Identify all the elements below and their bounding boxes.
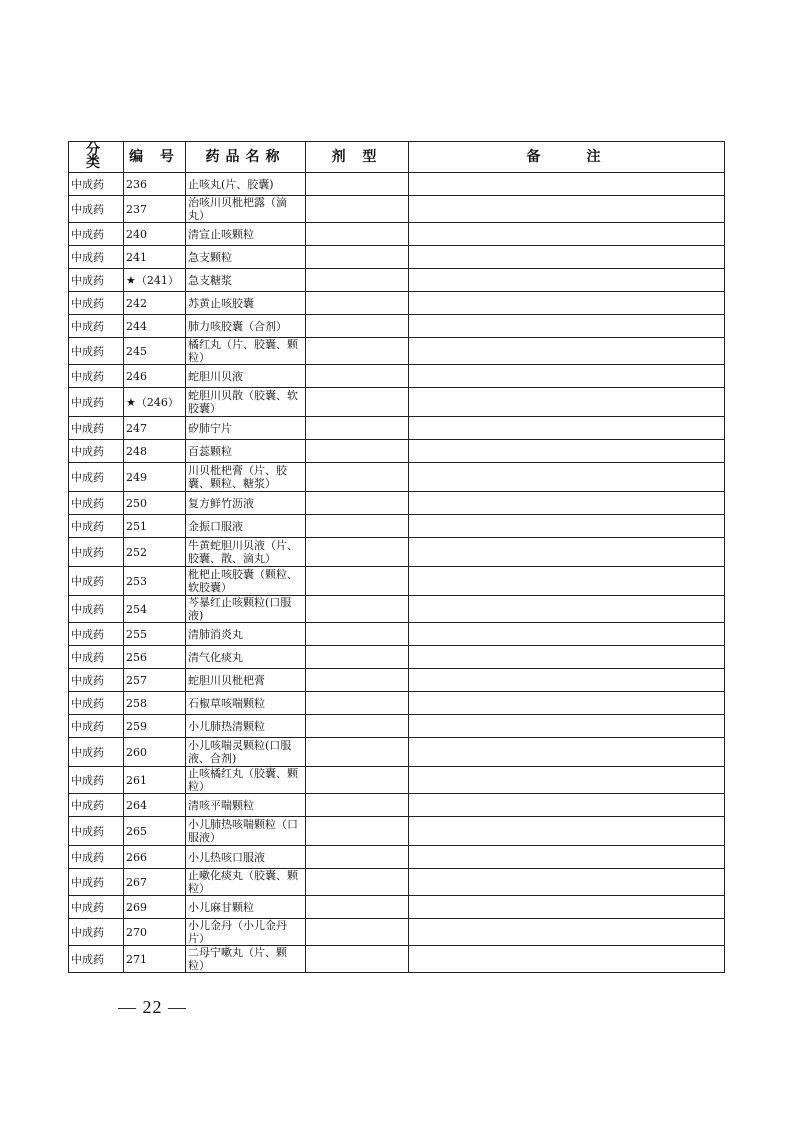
cell-category: 中成药: [69, 515, 124, 538]
cell-number: 237: [124, 196, 186, 223]
cell-name: 小儿麻甘颗粒: [186, 896, 306, 919]
table-row: [69, 173, 725, 196]
cell-number: 255: [124, 623, 186, 646]
cell-remark: [409, 946, 725, 973]
cell-form: [306, 388, 409, 417]
cell-category: 中成药: [69, 623, 124, 646]
cell-number: 251: [124, 515, 186, 538]
cell-name: 复方鲜竹沥液: [186, 492, 306, 515]
cell-name: 百蕊颗粒: [186, 440, 306, 463]
table-header-row: [69, 142, 725, 173]
cell-form: [306, 567, 409, 596]
cell-form: [306, 223, 409, 246]
cell-name: 苏黄止咳胶囊: [186, 292, 306, 315]
table-row: [69, 738, 725, 767]
cell-name: 蛇胆川贝液: [186, 365, 306, 388]
cell-number: 254: [124, 596, 186, 623]
header-drug-name: 药品名称: [186, 142, 306, 173]
cell-number: 250: [124, 492, 186, 515]
cell-category: 中成药: [69, 417, 124, 440]
cell-name: 石椒草咳喘颗粒: [186, 692, 306, 715]
cell-form: [306, 196, 409, 223]
table-row: [69, 794, 725, 817]
cell-category: 中成药: [69, 492, 124, 515]
cell-form: [306, 692, 409, 715]
cell-remark: [409, 463, 725, 492]
cell-category: 中成药: [69, 669, 124, 692]
cell-name: 清肺消炎丸: [186, 623, 306, 646]
cell-name: 枇杷止咳胶囊（颗粒、软胶囊）: [186, 567, 306, 596]
cell-remark: [409, 388, 725, 417]
cell-name: 止咳橘红丸（胶囊、颗粒）: [186, 767, 306, 794]
cell-category: 中成药: [69, 292, 124, 315]
cell-name: 橘红丸（片、胶囊、颗粒）: [186, 338, 306, 365]
cell-category: 中成药: [69, 738, 124, 767]
cell-name: 小儿肺热清颗粒: [186, 715, 306, 738]
cell-category: 中成药: [69, 817, 124, 846]
cell-number: 253: [124, 567, 186, 596]
cell-number: 252: [124, 538, 186, 567]
table-row: [69, 669, 725, 692]
table-row: [69, 846, 725, 869]
cell-category: 中成药: [69, 919, 124, 946]
cell-form: [306, 538, 409, 567]
header-dosage-form: 剂 型: [306, 142, 409, 173]
cell-name: 蛇胆川贝枇杷膏: [186, 669, 306, 692]
cell-category: 中成药: [69, 896, 124, 919]
table-row: [69, 515, 725, 538]
cell-name: 牛黄蛇胆川贝液（片、胶囊、散、滴丸）: [186, 538, 306, 567]
cell-form: [306, 919, 409, 946]
table-row: [69, 269, 725, 292]
table-row: [69, 388, 725, 417]
header-remarks: 备 注: [409, 142, 725, 173]
table-row: [69, 196, 725, 223]
cell-form: [306, 463, 409, 492]
cell-form: [306, 794, 409, 817]
cell-form: [306, 338, 409, 365]
table-row: [69, 919, 725, 946]
cell-form: [306, 646, 409, 669]
cell-form: [306, 946, 409, 973]
table-row: [69, 338, 725, 365]
cell-category: 中成药: [69, 869, 124, 896]
cell-remark: [409, 846, 725, 869]
cell-name: 小儿金丹（小儿金丹片）: [186, 919, 306, 946]
cell-category: 中成药: [69, 767, 124, 794]
table-row: [69, 463, 725, 492]
table-row: [69, 417, 725, 440]
cell-form: [306, 738, 409, 767]
cell-form: [306, 596, 409, 623]
cell-name: 矽肺宁片: [186, 417, 306, 440]
cell-number: 245: [124, 338, 186, 365]
cell-form: [306, 846, 409, 869]
cell-category: 中成药: [69, 388, 124, 417]
cell-number: 246: [124, 365, 186, 388]
cell-number: 266: [124, 846, 186, 869]
cell-name: 蛇胆川贝散（胶囊、软胶囊）: [186, 388, 306, 417]
cell-form: [306, 269, 409, 292]
cell-form: [306, 246, 409, 269]
cell-remark: [409, 919, 725, 946]
table-row: [69, 767, 725, 794]
cell-form: [306, 417, 409, 440]
cell-remark: [409, 440, 725, 463]
table-row: [69, 817, 725, 846]
cell-name: 止嗽化痰丸（胶囊、颗粒）: [186, 869, 306, 896]
cell-form: [306, 515, 409, 538]
table-row: [69, 538, 725, 567]
cell-remark: [409, 365, 725, 388]
cell-category: 中成药: [69, 946, 124, 973]
cell-number: 249: [124, 463, 186, 492]
cell-number: 257: [124, 669, 186, 692]
cell-number: 267: [124, 869, 186, 896]
cell-number: 260: [124, 738, 186, 767]
table-row: [69, 246, 725, 269]
cell-remark: [409, 817, 725, 846]
cell-category: 中成药: [69, 173, 124, 196]
cell-category: 中成药: [69, 246, 124, 269]
cell-name: 芩暴红止咳颗粒(口服液): [186, 596, 306, 623]
table-row: [69, 946, 725, 973]
table-row: [69, 492, 725, 515]
cell-category: 中成药: [69, 692, 124, 715]
cell-remark: [409, 869, 725, 896]
cell-remark: [409, 567, 725, 596]
cell-number: 247: [124, 417, 186, 440]
cell-number: 236: [124, 173, 186, 196]
cell-remark: [409, 292, 725, 315]
cell-name: 二母宁嗽丸（片、颗粒）: [186, 946, 306, 973]
cell-form: [306, 623, 409, 646]
cell-remark: [409, 596, 725, 623]
cell-category: 中成药: [69, 196, 124, 223]
cell-number: 242: [124, 292, 186, 315]
table-row: [69, 567, 725, 596]
table-row: [69, 896, 725, 919]
cell-remark: [409, 492, 725, 515]
cell-form: [306, 440, 409, 463]
cell-category: 中成药: [69, 269, 124, 292]
cell-remark: [409, 767, 725, 794]
cell-name: 急支糖浆: [186, 269, 306, 292]
table-row: [69, 315, 725, 338]
cell-remark: [409, 538, 725, 567]
cell-name: 小儿热咳口服液: [186, 846, 306, 869]
table-row: [69, 223, 725, 246]
cell-form: [306, 817, 409, 846]
cell-number: 244: [124, 315, 186, 338]
cell-remark: [409, 196, 725, 223]
cell-remark: [409, 417, 725, 440]
cell-form: [306, 365, 409, 388]
table-body: [69, 173, 725, 973]
drug-table: [68, 141, 725, 973]
cell-number: 248: [124, 440, 186, 463]
cell-form: [306, 767, 409, 794]
cell-name: 清宣止咳颗粒: [186, 223, 306, 246]
cell-remark: [409, 896, 725, 919]
cell-remark: [409, 692, 725, 715]
table-row: [69, 869, 725, 896]
cell-form: [306, 315, 409, 338]
cell-form: [306, 669, 409, 692]
cell-remark: [409, 269, 725, 292]
cell-remark: [409, 715, 725, 738]
table-row: [69, 692, 725, 715]
cell-remark: [409, 173, 725, 196]
header-category: 分 类: [69, 142, 124, 173]
cell-number: ★（241）: [124, 269, 186, 292]
cell-category: 中成药: [69, 315, 124, 338]
cell-number: 261: [124, 767, 186, 794]
cell-remark: [409, 623, 725, 646]
page-number: — 22 —: [118, 997, 187, 1017]
cell-form: [306, 492, 409, 515]
table-row: [69, 365, 725, 388]
cell-remark: [409, 246, 725, 269]
cell-category: 中成药: [69, 538, 124, 567]
cell-name: 清咳平喘颗粒: [186, 794, 306, 817]
cell-category: 中成药: [69, 715, 124, 738]
cell-remark: [409, 738, 725, 767]
cell-form: [306, 292, 409, 315]
cell-number: 259: [124, 715, 186, 738]
header-number: 编 号: [124, 142, 186, 173]
cell-category: 中成药: [69, 846, 124, 869]
table-row: [69, 292, 725, 315]
cell-name: 小儿咳喘灵颗粒(口服液、合剂): [186, 738, 306, 767]
cell-name: 川贝枇杷膏（片、胶囊、颗粒、糖浆）: [186, 463, 306, 492]
table-row: [69, 440, 725, 463]
cell-number: 256: [124, 646, 186, 669]
cell-name: 止咳丸(片、胶囊): [186, 173, 306, 196]
cell-category: 中成药: [69, 223, 124, 246]
cell-remark: [409, 515, 725, 538]
cell-remark: [409, 669, 725, 692]
table-row: [69, 715, 725, 738]
cell-category: 中成药: [69, 365, 124, 388]
cell-remark: [409, 794, 725, 817]
cell-remark: [409, 223, 725, 246]
cell-number: 241: [124, 246, 186, 269]
cell-form: [306, 715, 409, 738]
cell-name: 金振口服液: [186, 515, 306, 538]
cell-form: [306, 173, 409, 196]
cell-form: [306, 896, 409, 919]
cell-category: 中成药: [69, 646, 124, 669]
cell-name: 急支颗粒: [186, 246, 306, 269]
cell-remark: [409, 315, 725, 338]
cell-remark: [409, 646, 725, 669]
cell-category: 中成药: [69, 463, 124, 492]
table-row: [69, 646, 725, 669]
cell-number: ★（246）: [124, 388, 186, 417]
cell-name: 清气化痰丸: [186, 646, 306, 669]
cell-number: 269: [124, 896, 186, 919]
cell-remark: [409, 338, 725, 365]
cell-number: 271: [124, 946, 186, 973]
cell-number: 265: [124, 817, 186, 846]
cell-number: 270: [124, 919, 186, 946]
cell-category: 中成药: [69, 596, 124, 623]
cell-category: 中成药: [69, 440, 124, 463]
cell-number: 258: [124, 692, 186, 715]
cell-number: 264: [124, 794, 186, 817]
cell-name: 小儿肺热咳喘颗粒（口服液）: [186, 817, 306, 846]
cell-name: 肺力咳胶囊（合剂）: [186, 315, 306, 338]
cell-form: [306, 869, 409, 896]
cell-category: 中成药: [69, 338, 124, 365]
table-row: [69, 623, 725, 646]
cell-category: 中成药: [69, 567, 124, 596]
cell-number: 240: [124, 223, 186, 246]
cell-category: 中成药: [69, 794, 124, 817]
cell-name: 治咳川贝枇杷露（滴丸）: [186, 196, 306, 223]
table-row: [69, 596, 725, 623]
